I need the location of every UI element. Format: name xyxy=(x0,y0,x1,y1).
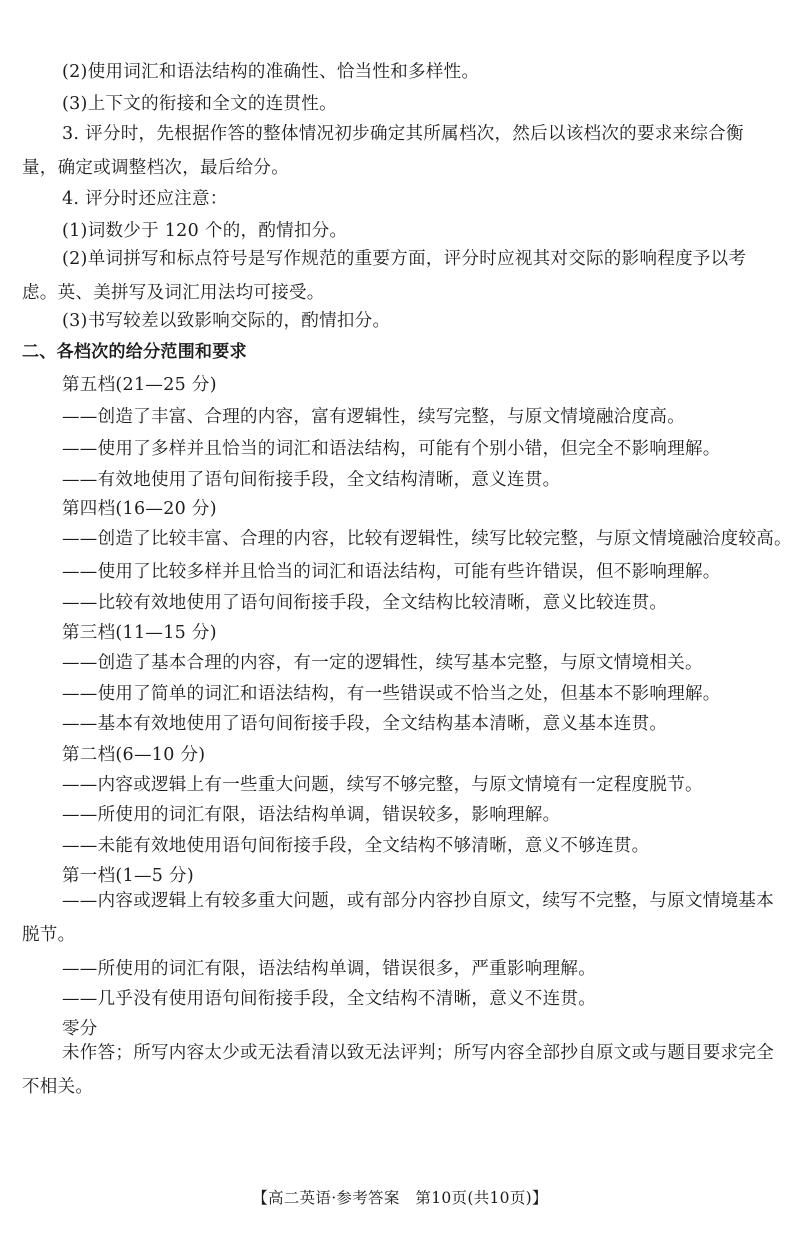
scoring-rule-4: 4. 评分时还应注意： xyxy=(62,189,228,209)
grade-point: ——创造了比较丰富、合理的内容，比较有逻辑性，续写比较完整，与原文情境融洽度较高。 xyxy=(62,529,792,549)
grade-point: ——所使用的词汇有限，语法结构单调，错误很多，严重影响理解。 xyxy=(62,959,596,979)
grade-point: ——未能有效地使用语句间衔接手段，全文结构不够清晰，意义不够连贯。 xyxy=(62,836,650,856)
grade-title: 第二档(6—10 分) xyxy=(62,745,206,765)
grade-point: ——基本有效地使用了语句间衔接手段，全文结构基本清晰，意义基本连贯。 xyxy=(62,714,668,734)
note-3: (3)书写较差以致影响交际的，酌情扣分。 xyxy=(62,311,391,331)
grade-point: ——使用了比较多样并且恰当的词汇和语法结构，可能有些许错误，但不影响理解。 xyxy=(62,562,721,582)
grade-point: ——内容或逻辑上有一些重大问题，续写不够完整，与原文情境有一定程度脱节。 xyxy=(62,775,703,795)
grade-point: ——比较有效地使用了语句间衔接手段，全文结构比较清晰，意义比较连贯。 xyxy=(62,593,668,613)
grade-title: 第四档(16—20 分) xyxy=(62,499,217,519)
page-footer: 【高二英语·参考答案 第10页(共10页)】 xyxy=(252,1189,548,1207)
note-1: (1)词数少于 120 个的，酌情扣分。 xyxy=(62,221,348,241)
note-2: (2)单词拼写和标点符号是写作规范的重要方面，评分时应视其对交际的影响程度予以考虑。英、美拼写及词汇用法均可接受。 xyxy=(22,249,747,303)
grade-title: 第一档(1—5 分) xyxy=(62,866,194,886)
grade-point: ——创造了基本合理的内容，有一定的逻辑性，续写基本完整，与原文情境相关。 xyxy=(62,653,703,673)
grade-point: ——内容或逻辑上有较多重大问题，或有部分内容抄自原文，续写不完整，与原文情境基本脱节。 xyxy=(22,891,774,945)
criterion-2: (2)使用词汇和语法结构的准确性、恰当性和多样性。 xyxy=(62,62,480,82)
zero-score-text: 未作答；所写内容太少或无法看清以致无法评判；所写内容全部抄自原文或与题目要求完全不相关。 xyxy=(22,1043,774,1097)
grade-point: ——创造了丰富、合理的内容，富有逻辑性，续写完整，与原文情境融洽度高。 xyxy=(62,407,685,427)
scoring-rule-3: 3. 评分时，先根据作答的整体情况初步确定其所属档次，然后以该档次的要求来综合衡量，确定或调整档次，最后给分。 xyxy=(22,124,744,178)
grade-title: 第五档(21—25 分) xyxy=(62,375,217,395)
grade-point: ——所使用的词汇有限，语法结构单调，错误较多，影响理解。 xyxy=(62,805,561,825)
grade-point: ——几乎没有使用语句间衔接手段，全文结构不清晰，意义不连贯。 xyxy=(62,989,596,1009)
grade-title: 第三档(11—15 分) xyxy=(62,623,217,643)
criterion-3: (3)上下文的衔接和全文的连贯性。 xyxy=(62,94,337,114)
zero-score-title: 零分 xyxy=(62,1019,98,1039)
grade-point: ——使用了简单的词汇和语法结构，有一些错误或不恰当之处，但基本不影响理解。 xyxy=(62,684,721,704)
section-heading: 二、各档次的给分范围和要求 xyxy=(22,342,247,362)
grade-point: ——使用了多样并且恰当的词汇和语法结构，可能有个别小错，但完全不影响理解。 xyxy=(62,439,721,459)
grade-point: ——有效地使用了语句间衔接手段，全文结构清晰，意义连贯。 xyxy=(62,470,561,490)
